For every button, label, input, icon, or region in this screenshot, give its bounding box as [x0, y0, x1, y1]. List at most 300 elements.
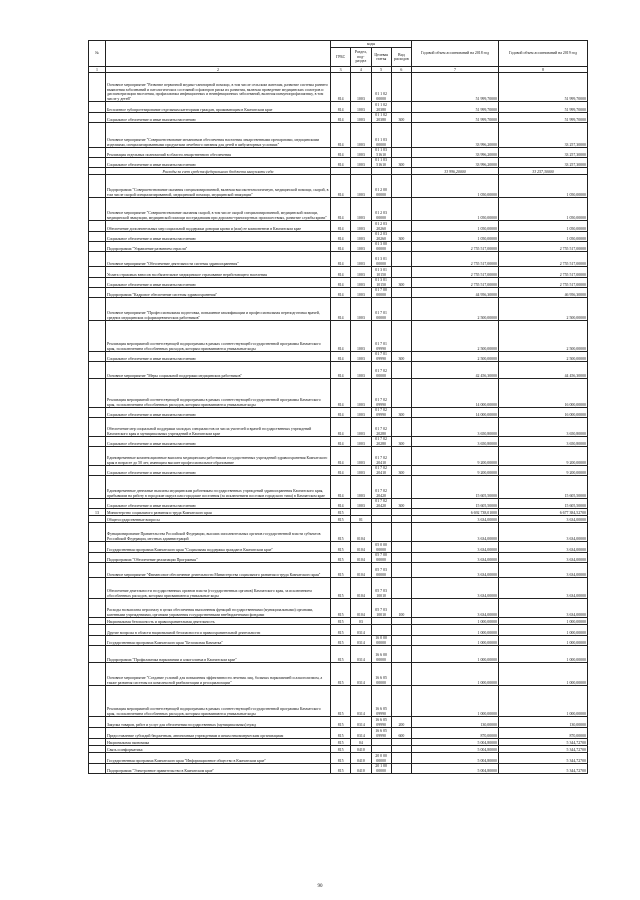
row-vr	[391, 746, 411, 753]
row-sum-2018: 33 996,20000	[412, 158, 499, 168]
row-grbs	[331, 168, 351, 175]
row-csr: 01 1 02 00000	[371, 73, 391, 102]
row-name: Социальное обеспечение и иные выплаты населению	[106, 278, 331, 288]
row-sum-2018: 3 650,80000	[412, 418, 499, 437]
row-grbs: 815	[331, 646, 351, 663]
row-vr: 300	[391, 352, 411, 362]
row-number	[89, 746, 106, 753]
row-sum-2019: 2 755 517,00000	[499, 267, 588, 278]
row-vr	[391, 753, 411, 764]
row-csr: 01 7 00 00000	[371, 288, 391, 298]
row-sum-2019: 15 605,50000	[499, 499, 588, 509]
row-grbs: 814	[331, 321, 351, 352]
row-number	[89, 102, 106, 113]
row-razdel: 1003	[351, 198, 371, 221]
row-number	[89, 221, 106, 232]
row-name: Расходы на выплаты персоналу в целях обеспечения выполнения функций государственными (муниципальными) органами, казенными учреждениями, органами управления государственными внебюджетными фондами	[106, 599, 331, 618]
row-vr: 300	[391, 466, 411, 476]
row-number	[89, 753, 106, 764]
row-razdel	[351, 509, 371, 516]
row-vr	[391, 447, 411, 466]
row-grbs: 814	[331, 288, 351, 298]
row-vr	[391, 625, 411, 636]
table-row	[89, 278, 588, 288]
budget-document-page	[88, 40, 588, 774]
row-sum-2018: 1 000,00000	[412, 663, 499, 686]
row-sum-2019: 1 050,00000	[499, 198, 588, 221]
table-row	[89, 764, 588, 774]
row-name: Подпрограмма "Управление развитием отрасли"	[106, 242, 331, 252]
row-razdel: 0104	[351, 563, 371, 578]
row-name: Социальное обеспечение и иные выплаты населению	[106, 499, 331, 509]
row-razdel: 1003	[351, 73, 371, 102]
table-row	[89, 466, 588, 476]
row-razdel: 0314	[351, 663, 371, 686]
row-sum-2019: 2 500,00000	[499, 352, 588, 362]
row-csr	[371, 523, 391, 542]
row-name: Основное мероприятие "Совершенствование оказания скорой, в том числе скорой специализированной, медицинской помощи, медицинской эвакуации, медицинской помощи пострадавшим при дорожно-транспортных происшествиях, развитие службы крови"	[106, 198, 331, 221]
table-row	[89, 321, 588, 352]
row-sum-2018: 44 956,30000	[412, 288, 499, 298]
table-row	[89, 717, 588, 728]
row-sum-2019: 3 634,00000	[499, 542, 588, 553]
row-sum-2018: 1 000,00000	[412, 646, 499, 663]
row-name: Национальная экономика	[106, 739, 331, 746]
row-sum-2019: 3 634,00000	[499, 523, 588, 542]
row-number	[89, 523, 106, 542]
row-grbs: 814	[331, 447, 351, 466]
row-csr: 01 2 03 20260	[371, 221, 391, 232]
row-vr: 300	[391, 158, 411, 168]
row-grbs: 814	[331, 73, 351, 102]
row-razdel: 1003	[351, 242, 371, 252]
row-sum-2019: 130,00000	[499, 717, 588, 728]
row-grbs: 815	[331, 663, 351, 686]
row-grbs: 814	[331, 102, 351, 113]
row-sum-2018: 3 634,00000	[412, 563, 499, 578]
row-name: Основное мероприятие "Меры социальной поддержки медицинских работников"	[106, 362, 331, 379]
row-name: Социальное обеспечение и иные выплаты населению	[106, 232, 331, 242]
row-sum-2019: 33 257,30000	[499, 168, 588, 175]
row-razdel: 0314	[351, 728, 371, 739]
row-csr: 01 7 02 20420	[371, 476, 391, 499]
table-row	[89, 516, 588, 523]
row-sum-2019: 3 634,00000	[499, 563, 588, 578]
row-name: Уплата страховых взносов на обязательное медицинское страхование неработающего населения	[106, 267, 331, 278]
row-sum-2018: 1 000,00000	[412, 686, 499, 717]
row-name: Социальное обеспечение и иные выплаты населению	[106, 437, 331, 447]
row-grbs: 814	[331, 242, 351, 252]
row-name: Национальная безопасность и правоохранительная деятельность	[106, 618, 331, 625]
row-sum-2018: 1 000,00000	[412, 625, 499, 636]
row-name: Основное мероприятие "Совершенствование механизмов обеспечения населения лекарственными препаратами, медицинскими изделиями, специализированными продуктами лечебного питания для детей в амбулаторных условиях"	[106, 123, 331, 148]
row-csr: 01 3 00 00000	[371, 242, 391, 252]
row-grbs: 815	[331, 553, 351, 563]
row-name: Социальное обеспечение и иные выплаты населению	[106, 158, 331, 168]
row-name: Государственная программа Камчатского края "Информационное общество в Камчатском крае"	[106, 753, 331, 764]
row-sum-2019: 33 257,30000	[499, 123, 588, 148]
table-row	[89, 418, 588, 437]
row-sum-2018: 5 004,80000	[412, 746, 499, 753]
row-sum-2018: 14 000,00000	[412, 408, 499, 418]
row-razdel: 04	[351, 739, 371, 746]
row-sum-2018: 9 200,00000	[412, 466, 499, 476]
row-razdel: 0104	[351, 578, 371, 599]
row-vr: 100	[391, 599, 411, 618]
table-row	[89, 73, 588, 102]
row-sum-2018: 2 755 517,00000	[412, 267, 499, 278]
row-sum-2018: 3 634,00000	[412, 578, 499, 599]
header-sum-2019: Годовой объем ассигнований на 2019 год	[499, 41, 588, 67]
row-razdel: 1003	[351, 252, 371, 267]
row-csr: 01 7 01 09990	[371, 321, 391, 352]
row-csr	[371, 618, 391, 625]
row-csr: 01 7 02 20280	[371, 418, 391, 437]
row-grbs: 815	[331, 636, 351, 646]
row-grbs: 814	[331, 379, 351, 408]
row-number	[89, 362, 106, 379]
row-sum-2019: 3 634,00000	[499, 553, 588, 563]
row-razdel: 1003	[351, 447, 371, 466]
row-grbs: 815	[331, 686, 351, 717]
row-number	[89, 578, 106, 599]
row-csr	[371, 509, 391, 516]
row-razdel: 1003	[351, 298, 371, 321]
row-csr: 16 6 05 09990	[371, 728, 391, 739]
row-csr: 01 7 02 20410	[371, 466, 391, 476]
row-sum-2018: 2 755 517,00000	[412, 252, 499, 267]
row-sum-2019: 6 677 384,52700	[499, 509, 588, 516]
row-sum-2018: 2 500,00000	[412, 352, 499, 362]
row-sum-2019: 2 755 517,00000	[499, 242, 588, 252]
row-number	[89, 516, 106, 523]
table-row	[89, 739, 588, 746]
row-sum-2018: 6 692 738,01000	[412, 509, 499, 516]
row-razdel: 1003	[351, 352, 371, 362]
row-name: Расходы за счет средств федерального бюджета мноуплати седа	[106, 168, 331, 175]
row-sum-2019: 870,00000	[499, 728, 588, 739]
row-razdel: 1003	[351, 102, 371, 113]
row-grbs: 815	[331, 509, 351, 516]
row-vr	[391, 73, 411, 102]
row-csr	[371, 625, 391, 636]
row-name: Основное мероприятие "Профессиональная подготовка, повышение квалификации и профессиональная переподготовка врачей, средних медицинских и фармацевтических работников"	[106, 298, 331, 321]
row-name: Основное мероприятие "Обеспечение деятельности системы здравоохранения"	[106, 252, 331, 267]
row-razdel: 1003	[351, 437, 371, 447]
row-name: Подпрограмма "Кадровое обеспечение системы здравоохранения"	[106, 288, 331, 298]
row-sum-2018: 1 050,00000	[412, 175, 499, 198]
row-razdel: 0410	[351, 753, 371, 764]
row-sum-2019: 3 634,00000	[499, 516, 588, 523]
row-vr	[391, 123, 411, 148]
budget-table	[88, 40, 588, 774]
row-name: Социальное обеспечение и иные выплаты населению	[106, 408, 331, 418]
row-razdel: 1003	[351, 321, 371, 352]
row-grbs: 814	[331, 418, 351, 437]
row-razdel: 0314	[351, 646, 371, 663]
row-name: Функционирование Правительства Российской Федерации, высших исполнительных органов государственной власти субъектов Российской Федерации, местных администраций	[106, 523, 331, 542]
row-sum-2018: 3 634,00000	[412, 599, 499, 618]
row-sum-2019: 51 999,70000	[499, 102, 588, 113]
row-number	[89, 198, 106, 221]
row-sum-2019: 5 344,72700	[499, 753, 588, 764]
row-number	[89, 625, 106, 636]
row-sum-2018: 15 605,50000	[412, 476, 499, 499]
table-row	[89, 148, 588, 158]
row-vr	[391, 221, 411, 232]
row-vr	[391, 267, 411, 278]
row-number	[89, 437, 106, 447]
row-razdel: 0410	[351, 764, 371, 774]
row-csr: 16 6 05 09990	[371, 717, 391, 728]
row-name: Бесплатное зубопротезирование отдельным категориям граждан, проживающим в Камчатском крае	[106, 102, 331, 113]
table-row	[89, 625, 588, 636]
row-razdel: 1003	[351, 175, 371, 198]
row-vr	[391, 739, 411, 746]
row-grbs: 814	[331, 148, 351, 158]
row-grbs: 815	[331, 717, 351, 728]
row-vr	[391, 553, 411, 563]
row-sum-2019: 1 000,00000	[499, 686, 588, 717]
table-row	[89, 509, 588, 516]
header-number: №	[89, 41, 106, 67]
row-grbs: 814	[331, 499, 351, 509]
row-razdel: 01	[351, 516, 371, 523]
row-sum-2018: 51 999,70000	[412, 113, 499, 123]
row-number	[89, 646, 106, 663]
row-vr	[391, 418, 411, 437]
row-sum-2018: 5 004,80000	[412, 764, 499, 774]
table-row	[89, 476, 588, 499]
row-csr: 01 2 03 20260	[371, 232, 391, 242]
row-sum-2018: 33 996,20000	[412, 168, 499, 175]
row-razdel: 0314	[351, 625, 371, 636]
row-razdel: 1003	[351, 123, 371, 148]
row-sum-2019: 2 500,00000	[499, 298, 588, 321]
row-grbs: 815	[331, 753, 351, 764]
row-sum-2018: 2 755 517,00000	[412, 278, 499, 288]
row-sum-2018: 2 755 517,00000	[412, 242, 499, 252]
row-csr: 16 6 05 09990	[371, 686, 391, 717]
row-number	[89, 739, 106, 746]
row-razdel	[351, 168, 371, 175]
row-razdel: 1003	[351, 379, 371, 408]
row-csr: 01 7 02 00000	[371, 362, 391, 379]
table-row	[89, 408, 588, 418]
row-sum-2019: 1 000,00000	[499, 663, 588, 686]
row-vr	[391, 321, 411, 352]
table-row	[89, 728, 588, 739]
table-row	[89, 102, 588, 113]
row-csr: 01 7 01 00000	[371, 298, 391, 321]
header-grbs: ГРБС	[331, 48, 351, 67]
header-codes-group: коды	[331, 41, 412, 48]
row-sum-2019: 51 999,70000	[499, 113, 588, 123]
table-row	[89, 123, 588, 148]
row-number	[89, 618, 106, 625]
row-vr	[391, 686, 411, 717]
row-razdel: 1003	[351, 148, 371, 158]
index-cell: 4	[351, 67, 371, 73]
row-vr: 300	[391, 437, 411, 447]
index-cell: 8	[499, 67, 588, 73]
row-sum-2019: 1 050,00000	[499, 221, 588, 232]
row-name: Закупка товаров, работ и услуг для обеспечения государственных (муниципальных) нужд	[106, 717, 331, 728]
row-sum-2019: 1 050,00000	[499, 232, 588, 242]
row-razdel: 1003	[351, 418, 371, 437]
row-sum-2018: 33 996,20000	[412, 148, 499, 158]
index-cell: 3	[331, 67, 351, 73]
header-razdel: Раздел, под-раздел	[351, 48, 371, 67]
row-razdel: 1003	[351, 362, 371, 379]
table-row	[89, 686, 588, 717]
row-sum-2018: 3 634,00000	[412, 523, 499, 542]
row-grbs: 814	[331, 408, 351, 418]
row-sum-2019: 1 050,00000	[499, 175, 588, 198]
row-name: Подпрограмма "Электронное правительство в Камчатском крае"	[106, 764, 331, 774]
index-cell: 7	[412, 67, 499, 73]
row-razdel: 1003	[351, 221, 371, 232]
row-sum-2019: 15 605,50000	[499, 476, 588, 499]
row-grbs: 814	[331, 437, 351, 447]
row-name: Другие вопросы в области национальной безопасности и правоохранительной деятельности	[106, 625, 331, 636]
row-number	[89, 476, 106, 499]
row-razdel: 1003	[351, 113, 371, 123]
row-sum-2018: 5 004,80000	[412, 739, 499, 746]
budget-table-body	[89, 73, 588, 774]
row-number	[89, 232, 106, 242]
row-grbs: 815	[331, 542, 351, 553]
row-vr: 300	[391, 113, 411, 123]
row-csr: 05 7 00 00000	[371, 553, 391, 563]
row-vr	[391, 288, 411, 298]
row-vr	[391, 298, 411, 321]
table-row	[89, 636, 588, 646]
page-number: 90	[317, 884, 323, 889]
row-csr: 01 1 03 00000	[371, 123, 391, 148]
row-grbs: 814	[331, 113, 351, 123]
row-razdel: 1003	[351, 408, 371, 418]
index-cell: 5	[371, 67, 391, 73]
row-csr: 01 1 03 51610	[371, 148, 391, 158]
row-number	[89, 252, 106, 267]
row-name: Социальное обеспечение и иные выплаты населению	[106, 113, 331, 123]
row-csr	[371, 746, 391, 753]
row-csr: 01 3 01 00000	[371, 252, 391, 267]
table-row	[89, 267, 588, 278]
row-name: Социальное обеспечение и иные выплаты населению	[106, 466, 331, 476]
row-csr: 01 2 00 00000	[371, 175, 391, 198]
row-grbs: 814	[331, 252, 351, 267]
row-sum-2019: 1 000,00000	[499, 625, 588, 636]
row-sum-2018: 14 000,00000	[412, 379, 499, 408]
table-row	[89, 352, 588, 362]
row-name: Подпрограмма "Совершенствование оказания специализированной, включая высокотехнологичную, медицинской помощи, скорой, в том числе скорой специализированной, медицинской помощи, медицинской эвакуации"	[106, 175, 331, 198]
row-sum-2018: 2 500,00000	[412, 321, 499, 352]
row-grbs: 814	[331, 362, 351, 379]
row-sum-2018: 130,00000	[412, 717, 499, 728]
header-csr: Целевая статья	[371, 48, 391, 67]
row-grbs: 814	[331, 221, 351, 232]
row-sum-2018: 51 999,70000	[412, 102, 499, 113]
row-razdel: 1003	[351, 232, 371, 242]
row-sum-2019: 5 344,72700	[499, 764, 588, 774]
row-number	[89, 113, 106, 123]
row-name: Основное мероприятие "Финансовое обеспечение деятельности Министерства социального развития и труда Камчатского края"	[106, 563, 331, 578]
table-row	[89, 663, 588, 686]
table-row	[89, 379, 588, 408]
row-name: Реализация мероприятий соответствующей подпрограммы в рамках соответствующей государственной программы Камчатского края, за исключением обособленных расходов, которым присваиваются уникальные коды	[106, 379, 331, 408]
table-row	[89, 646, 588, 663]
row-number	[89, 418, 106, 437]
table-row	[89, 599, 588, 618]
row-csr: 16 6 05 00000	[371, 663, 391, 686]
table-row	[89, 242, 588, 252]
row-grbs: 814	[331, 267, 351, 278]
row-sum-2019: 5 344,72700	[499, 739, 588, 746]
table-row	[89, 221, 588, 232]
row-sum-2018: 1 000,00000	[412, 636, 499, 646]
row-razdel: 0314	[351, 686, 371, 717]
row-grbs: 815	[331, 728, 351, 739]
row-sum-2018: 1 050,00000	[412, 221, 499, 232]
index-cell: 1	[89, 67, 106, 73]
row-number	[89, 158, 106, 168]
row-grbs: 814	[331, 278, 351, 288]
row-csr: 01 3 01 10150	[371, 267, 391, 278]
row-csr	[371, 168, 391, 175]
row-vr	[391, 646, 411, 663]
row-sum-2018: 1 000,00000	[412, 618, 499, 625]
table-row	[89, 753, 588, 764]
row-vr: 600	[391, 728, 411, 739]
row-grbs: 814	[331, 175, 351, 198]
row-csr: 16 6 00 00000	[371, 646, 391, 663]
row-name: Реализация отдельных полномочий в области лекарственного обеспечения	[106, 148, 331, 158]
row-grbs: 814	[331, 352, 351, 362]
row-csr: 01 7 01 09990	[371, 352, 391, 362]
table-row	[89, 746, 588, 753]
row-name: Реализация мероприятий соответствующей подпрограммы в рамках соответствующей государственной программы Камчатского края, за исключением обособленных расходов, которым присваиваются уникальные коды	[106, 686, 331, 717]
row-sum-2019: 3 634,00000	[499, 599, 588, 618]
row-name: Подпрограмма "Профилактика наркомании и алкоголизма в Камчатском крае"	[106, 646, 331, 663]
table-row	[89, 447, 588, 466]
index-cell: 2	[106, 67, 331, 73]
row-number	[89, 542, 106, 553]
table-row	[89, 288, 588, 298]
row-number	[89, 321, 106, 352]
row-vr	[391, 476, 411, 499]
row-name: Основное мероприятие "Развитие первичной медико-санитарной помощи, в том числе сельским жителям, развитие системы раннего выявления заболеваний и патологических состояний и факторов риска их развития, включая проведение медицинских осмотров и диспансеризации населения, профилактика инфекционных и неинфекционных заболеваний, включая иммунопрофилактику, в том числе у детей"	[106, 73, 331, 102]
row-csr: 05 0 00 00000	[371, 542, 391, 553]
row-name: Предоставление субсидий бюджетным, автономным учреждениям и иным некоммерческим организациям	[106, 728, 331, 739]
row-name: Основное мероприятие "Создание условий для повышения эффективности лечения лиц, больных наркоманией и алкоголизмом, а также развития системы их комплексной реабилитации и ресоциализации"	[106, 663, 331, 686]
row-number	[89, 175, 106, 198]
row-razdel: 0314	[351, 717, 371, 728]
row-csr: 01 1 02 20380	[371, 102, 391, 113]
row-sum-2019: 1 000,00000	[499, 618, 588, 625]
row-grbs: 814	[331, 476, 351, 499]
row-csr: 05 7 03 10010	[371, 578, 391, 599]
row-number	[89, 352, 106, 362]
row-number	[89, 728, 106, 739]
row-name: Обеспечение мер социальной поддержки молодых специалистов из числа учителей и врачей государственных учреждений Камчатского края и муниципальных учреждений в Камчатском крае	[106, 418, 331, 437]
row-razdel: 0410	[351, 746, 371, 753]
row-razdel: 1003	[351, 466, 371, 476]
row-sum-2018: 1 050,00000	[412, 232, 499, 242]
row-number	[89, 123, 106, 148]
header-sum-2018: Годовой объем ассигнований на 2018 год	[412, 41, 499, 67]
